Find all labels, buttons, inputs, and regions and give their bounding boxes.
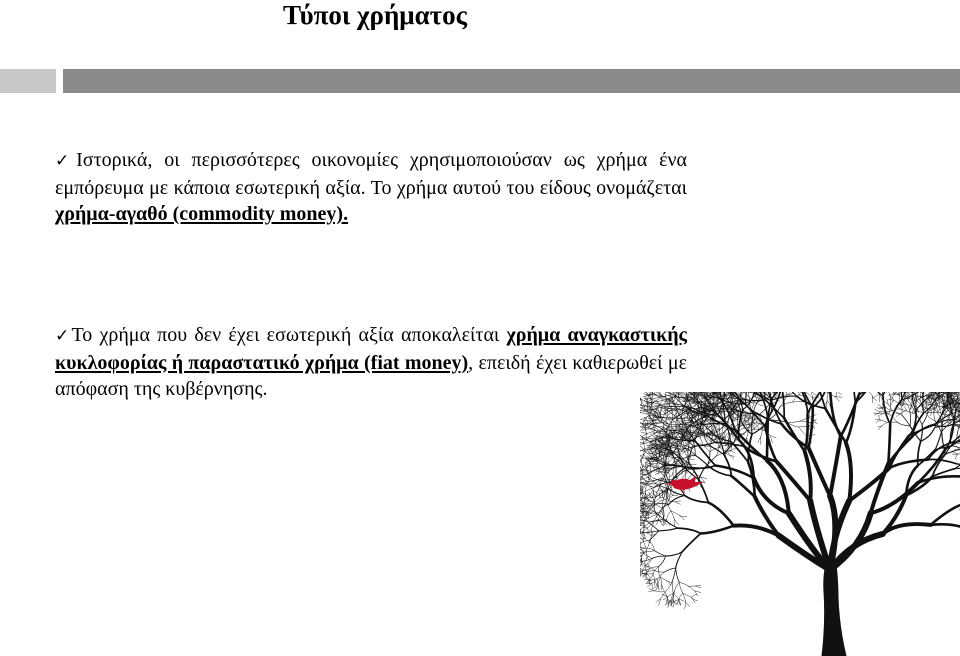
tree-branch [667,511,671,520]
tree-branch [649,589,656,591]
tree-branch [675,502,680,504]
tree-branch [708,503,733,526]
bullet-term: χρήμα αναγκαστικής κυκλοφορίας ή παραστατικό χρήμα (fiat money) [55,324,687,374]
tree-branch [651,466,666,472]
tree-branch [649,591,656,592]
tree-branch [657,423,667,424]
tree-branch [640,408,643,415]
tree-branch [679,582,683,593]
tree-branch [685,602,686,609]
tree-branch [672,568,676,582]
tree-branch [756,403,763,406]
tree-branch [705,426,711,427]
tree-branch [660,577,661,584]
tree-branch [663,519,664,525]
tree-branch [836,392,837,397]
tree-branch [675,501,680,502]
tree-branch [810,422,818,423]
tree-branch [642,478,648,481]
tree-branch [643,516,649,523]
slide-title: Τύποι χρήματος [282,0,467,30]
bullet-term: χρήμα-αγαθό (commodity money). [55,203,349,225]
tree-branch [640,573,641,579]
tree-branch [782,392,784,418]
tree-branch [640,412,641,419]
tree-branch [665,582,672,592]
tree-branch [641,434,647,438]
tree-branch [724,454,731,476]
tree-branch [799,395,806,396]
tree-branch [655,571,664,573]
tree-branch [654,581,655,586]
tree-branch [835,397,839,402]
tree-branch [672,582,673,593]
tree-branch [654,551,665,556]
tree-branch [648,571,655,572]
tree-trunk [822,564,846,656]
tree-branch [674,520,675,527]
tree-branch [642,472,643,477]
tree-branch [682,467,683,475]
tree-branch [652,497,657,506]
tree-branch [701,526,734,534]
tree-branch [653,567,658,574]
tree-branch [647,557,650,562]
tree-branch [706,431,712,432]
tree-branch [691,597,695,603]
tree-branch [656,585,658,590]
tree-branch [689,586,695,591]
tree-branch [640,418,643,423]
tree-branch [645,566,646,573]
tree-branch [640,483,643,485]
tree-branch [652,583,653,588]
tree-branch [640,434,646,439]
tree-branch [715,466,754,479]
tree-branch [798,392,799,395]
tree-branch [784,418,805,451]
bullet-commodity-money [55,147,687,228]
tree-branch [744,417,745,423]
tree-branch [643,574,646,578]
tree-branch [888,392,891,399]
tree-branch [837,392,842,395]
tree-branch [646,550,647,557]
tree-branch [657,579,658,585]
tree-branch [695,440,716,465]
tree-branch [642,487,654,492]
tree-branch [674,582,679,592]
tree-branch [640,481,641,482]
tree-branch [641,537,644,541]
tree-branch [644,542,646,548]
bullet-text: Ιστορικά, οι περισσότερες οικονομίες χρησιμοποιούσαν ως χρήμα ένα εμπόρευμα με κάποια εσωτερική αξία. Το χρήμα αυτού του είδους ονομάζεται [55,149,687,199]
tree-branch [640,441,644,443]
tree-branch [678,528,701,533]
tree-branch [679,593,683,600]
tree-branch [658,556,665,567]
tree-branch [647,396,648,403]
tree-branch [799,427,807,436]
tree-branch [644,554,652,559]
tree-branch [658,414,665,415]
tree-branch [830,436,841,496]
tree-branch [656,591,666,592]
tree-branch [873,393,879,398]
tree-branch [675,520,680,525]
tree-branch [809,407,813,448]
tree-branch [792,401,801,402]
tree-branch [667,419,673,420]
tree-branch [661,584,662,589]
check-icon: ✓ [55,326,72,346]
tree-branch [640,483,641,486]
tree-branch [659,528,678,531]
tree-branch [642,527,648,528]
tree-branch [683,534,701,552]
tree-branch [685,495,709,502]
tree-branch [667,408,668,415]
header-bar [63,69,960,93]
tree-branch [679,582,688,586]
tree-branch [676,568,679,582]
tree-branch [644,531,659,533]
tree-branch [700,438,703,445]
header-bar-accent [0,69,56,93]
tree-branch [640,540,650,543]
tree-branch [669,457,674,461]
tree-branch [645,534,646,539]
tree-branch [668,495,672,501]
bullet-text: Το χρήμα που δεν έχει εσωτερική αξία αποκαλείται [71,324,507,346]
tree-branch [664,568,676,572]
tree-branch [670,472,673,477]
tree-branch [670,426,684,427]
tree-branch [647,431,655,434]
tree-branch [680,515,685,520]
tree-branch [731,476,755,497]
tree-branch [645,501,649,504]
tree-branch [728,432,729,441]
tree-branch [669,495,685,504]
tree-branch [640,392,646,393]
tree-branch [752,415,754,434]
tree-branch [687,464,696,465]
bullet-text-after: , επειδή έχει καθιερωθεί με απόφαση της κυβέρνησης. [55,351,687,400]
check-icon: ✓ [55,151,77,171]
tree-illustration [640,392,960,656]
tree-branch [652,556,665,558]
tree-branch [658,572,665,579]
tree-branch [691,597,697,601]
tree-branch [640,549,645,552]
tree-branch [731,450,735,452]
tree-branch [648,438,655,439]
tree-branch [655,503,669,504]
bullet-fiat-money [55,322,687,403]
tree-branch [645,521,652,526]
tree-branch [673,593,678,599]
tree-branch [686,602,690,607]
tree-branch [691,594,697,597]
tree-branch [640,394,642,400]
tree-branch [649,523,659,531]
tree-branch [640,559,641,564]
tree-branch [654,480,659,484]
tree-branch [696,586,701,588]
tree-branch [647,583,651,587]
tree-branch [696,585,701,586]
tree-branch [645,557,647,562]
tree-branch [650,574,654,579]
tree-branch [868,392,872,396]
